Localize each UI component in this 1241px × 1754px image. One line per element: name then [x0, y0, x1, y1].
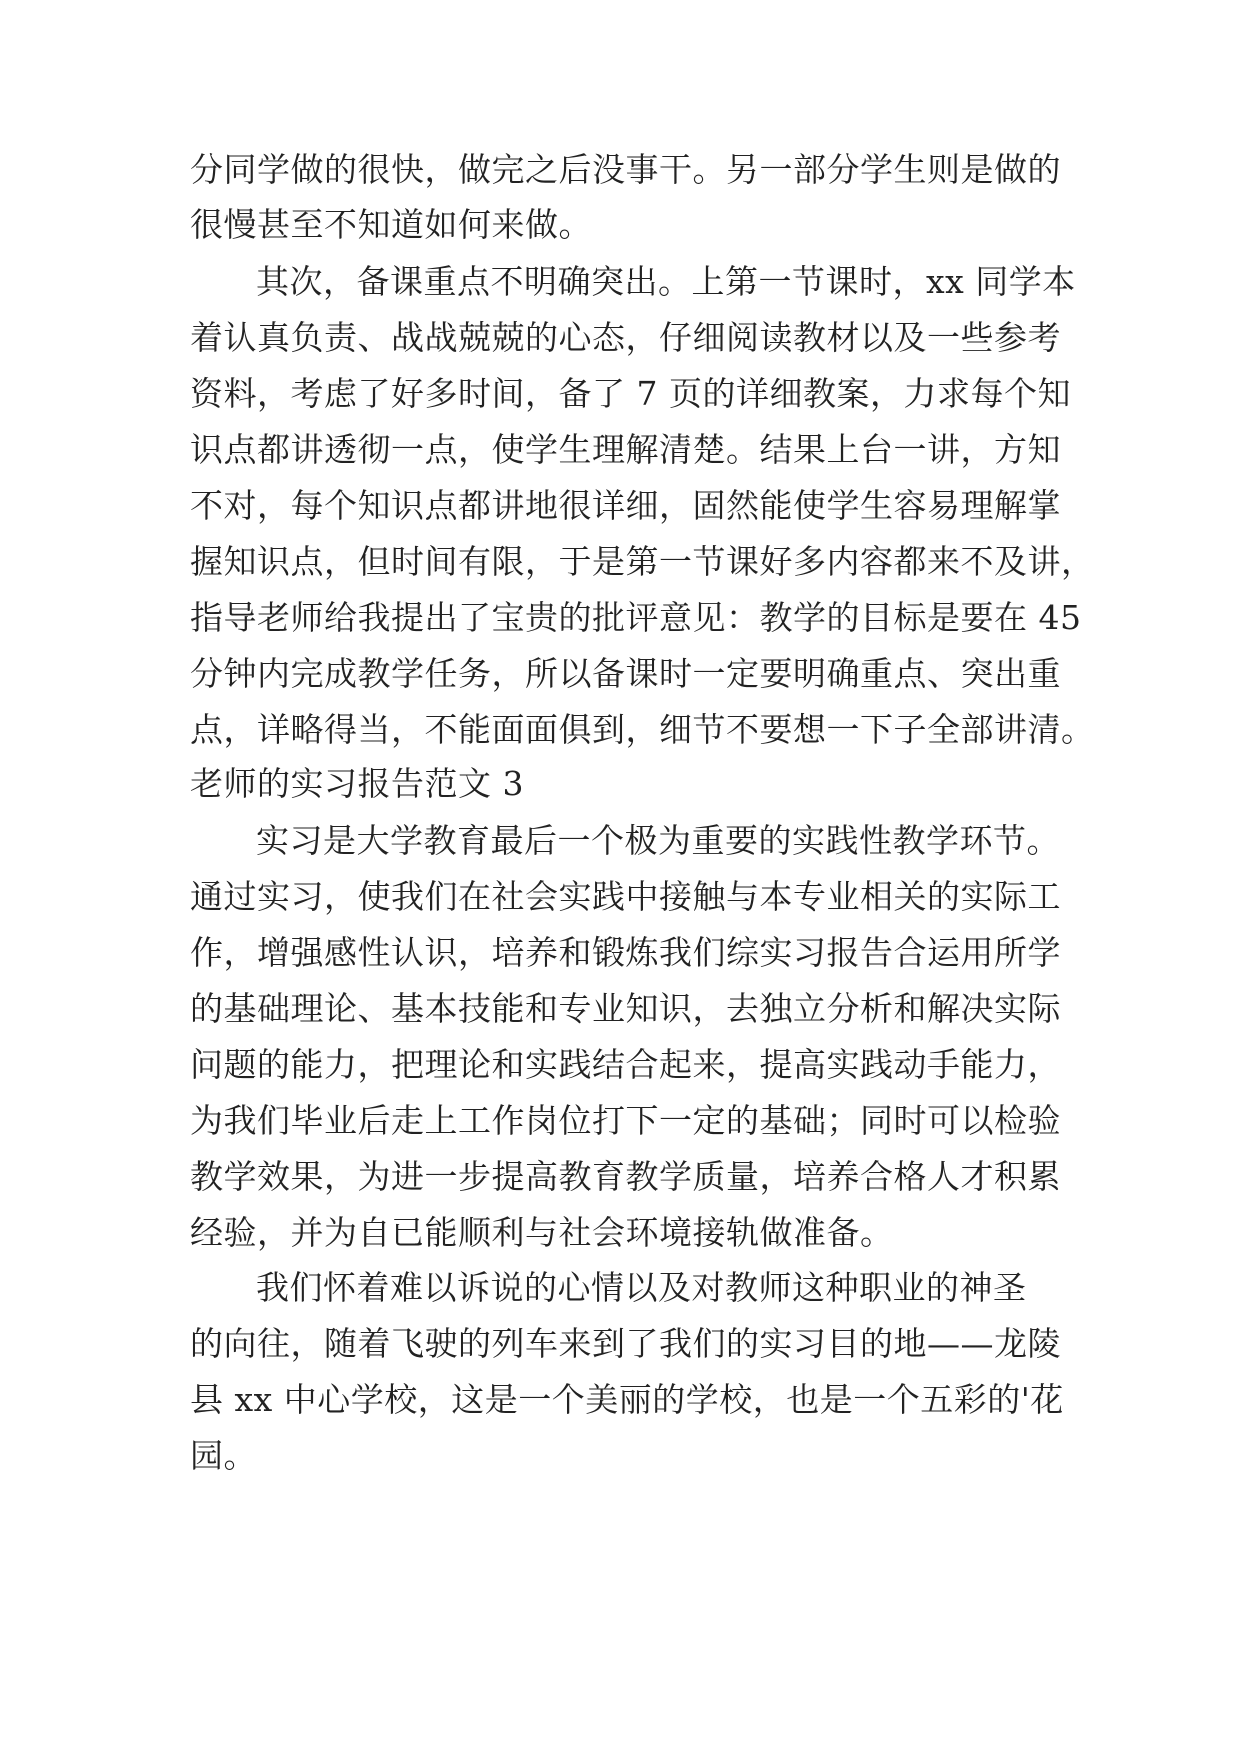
text-line: 的基础理论、基本技能和专业知识，去独立分析和解决实际: [190, 989, 1061, 1028]
text-line: 的向往，随着飞驶的列车来到了我们的实习目的地——龙陵: [190, 1324, 1061, 1363]
text-line: 园。: [190, 1436, 257, 1475]
text-line: 着认真负责、战战兢兢的心态，仔细阅读教材以及一些参考: [190, 318, 1061, 357]
paragraph-start-line: 其次，备课重点不明确突出。上第一节课时，xx 同学本: [256, 262, 1076, 301]
text-line: 教学效果，为进一步提高教育教学质量，培养合格人才积累: [190, 1157, 1061, 1196]
text-line: 问题的能力，把理论和实践结合起来，提高实践动手能力，: [190, 1045, 1061, 1084]
text-line: 资料，考虑了好多时间，备了 7 页的详细教案，力求每个知: [190, 374, 1071, 413]
paragraph-start-line: 我们怀着难以诉说的心情以及对教师这种职业的神圣: [256, 1268, 1027, 1307]
text-line: 作，增强感性认识，培养和锻炼我们综实习报告合运用所学: [190, 933, 1061, 972]
text-line: 经验，并为自已能顺利与社会环境接轨做准备。: [190, 1213, 894, 1252]
text-line: 很慢甚至不知道如何来做。: [190, 205, 592, 244]
text-line: 分同学做的很快，做完之后没事干。另一部分学生则是做的: [190, 150, 1061, 189]
text-line: 通过实习，使我们在社会实践中接触与本专业相关的实际工: [190, 877, 1061, 916]
text-line: 县 xx 中心学校，这是一个美丽的学校，也是一个五彩的'花: [190, 1380, 1064, 1419]
text-line: 分钟内完成教学任务，所以备课时一定要明确重点、突出重: [190, 654, 1061, 693]
text-line: 点，详略得当，不能面面俱到，细节不要想一下子全部讲清。: [190, 710, 1095, 749]
text-line: 指导老师给我提出了宝贵的批评意见：教学的目标是要在 45: [190, 598, 1082, 637]
text-line: 不对，每个知识点都讲地很详细，固然能使学生容易理解掌: [190, 486, 1061, 525]
paragraph-start-line: 实习是大学教育最后一个极为重要的实践性教学环节。: [256, 821, 1060, 860]
text-line: 握知识点，但时间有限，于是第一节课好多内容都来不及讲，: [190, 542, 1095, 581]
section-heading: 老师的实习报告范文 3: [190, 764, 524, 803]
text-line: 识点都讲透彻一点，使学生理解清楚。结果上台一讲，方知: [190, 430, 1061, 469]
text-line: 为我们毕业后走上工作岗位打下一定的基础；同时可以检验: [190, 1101, 1061, 1140]
